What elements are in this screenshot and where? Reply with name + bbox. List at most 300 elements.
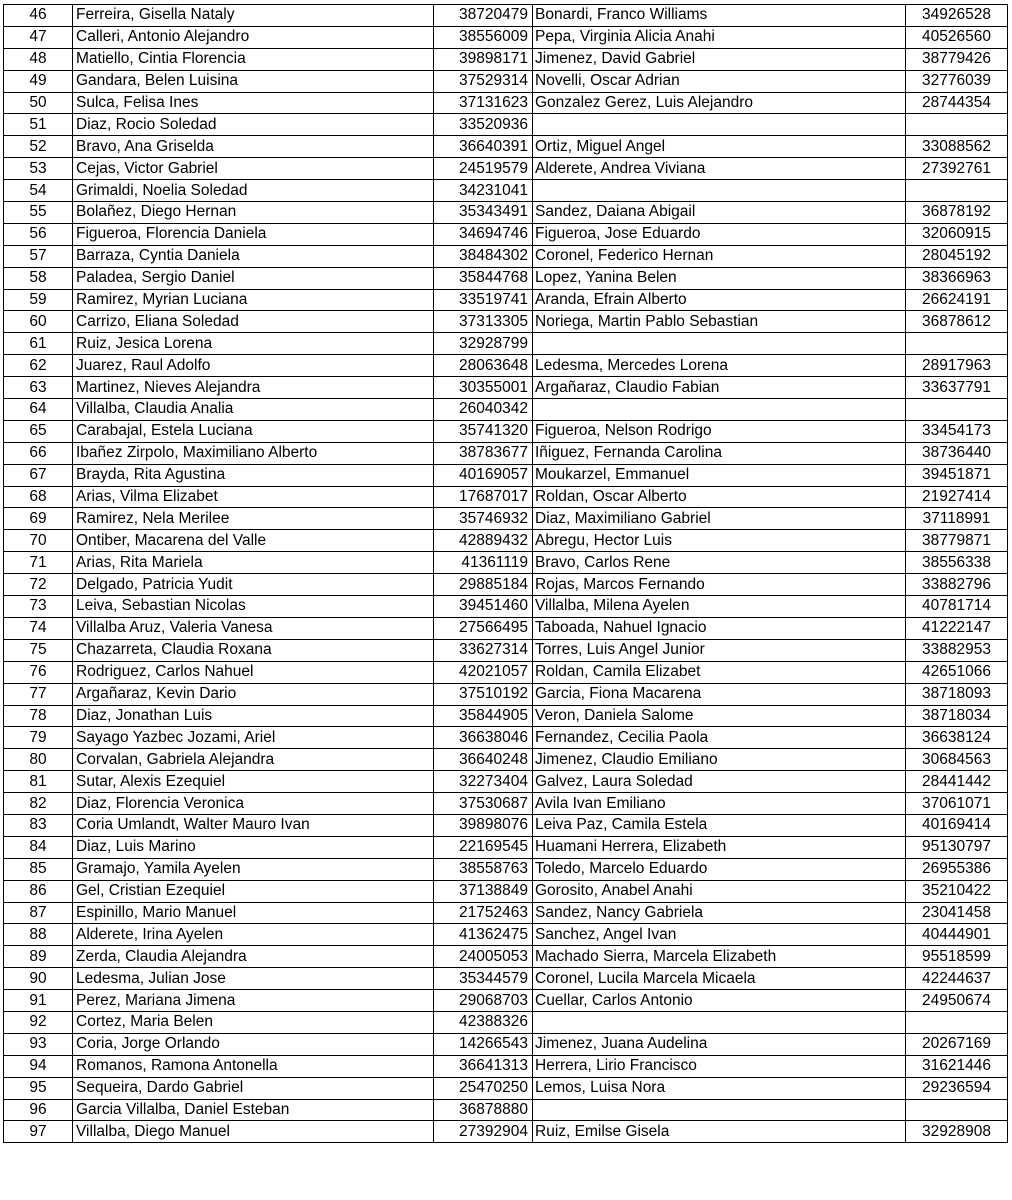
partner-name-cell: Figueroa, Jose Eduardo <box>533 223 906 245</box>
row-number-cell: 96 <box>4 1099 73 1121</box>
partner-id-cell: 42244637 <box>906 968 1008 990</box>
table-row <box>4 26 1008 48</box>
partner-id-cell: 38366963 <box>906 267 1008 289</box>
partner-name-cell: Iñiguez, Fernanda Carolina <box>533 442 906 464</box>
table-row <box>4 136 1008 158</box>
partner-name-cell <box>533 333 906 355</box>
partner-name-cell: Lopez, Yanina Belen <box>533 267 906 289</box>
partner-id-cell <box>906 180 1008 202</box>
person-name-cell: Sayago Yazbec Jozami, Ariel <box>73 727 434 749</box>
person-name-cell: Ontiber, Macarena del Valle <box>73 530 434 552</box>
table-row <box>4 574 1008 596</box>
person-id-cell: 40169057 <box>434 464 533 486</box>
row-number-cell: 87 <box>4 902 73 924</box>
person-name-cell: Romanos, Ramona Antonella <box>73 1055 434 1077</box>
person-id-cell: 42388326 <box>434 1011 533 1033</box>
partner-id-cell: 32060915 <box>906 223 1008 245</box>
partner-id-cell: 33637791 <box>906 377 1008 399</box>
person-id-cell: 41361119 <box>434 552 533 574</box>
row-number-cell: 62 <box>4 355 73 377</box>
partner-id-cell <box>906 399 1008 421</box>
table-row <box>4 158 1008 180</box>
partner-id-cell: 21927414 <box>906 486 1008 508</box>
person-id-cell: 24005053 <box>434 946 533 968</box>
row-number-cell: 58 <box>4 267 73 289</box>
partner-name-cell <box>533 180 906 202</box>
person-id-cell: 42021057 <box>434 661 533 683</box>
person-id-cell: 37138849 <box>434 880 533 902</box>
row-number-cell: 91 <box>4 990 73 1012</box>
person-name-cell: Coria Umlandt, Walter Mauro Ivan <box>73 814 434 836</box>
person-name-cell: Matiello, Cintia Florencia <box>73 48 434 70</box>
partner-id-cell: 32776039 <box>906 70 1008 92</box>
table-row <box>4 683 1008 705</box>
person-name-cell: Brayda, Rita Agustina <box>73 464 434 486</box>
partner-name-cell: Rojas, Marcos Fernando <box>533 574 906 596</box>
person-name-cell: Garcia Villalba, Daniel Esteban <box>73 1099 434 1121</box>
row-number-cell: 65 <box>4 420 73 442</box>
partner-name-cell <box>533 399 906 421</box>
table-row <box>4 92 1008 114</box>
person-name-cell: Ramirez, Nela Merilee <box>73 508 434 530</box>
row-number-cell: 76 <box>4 661 73 683</box>
partner-name-cell: Machado Sierra, Marcela Elizabeth <box>533 946 906 968</box>
person-id-cell: 35844768 <box>434 267 533 289</box>
partner-name-cell: Toledo, Marcelo Eduardo <box>533 858 906 880</box>
partner-id-cell <box>906 114 1008 136</box>
partner-id-cell: 37118991 <box>906 508 1008 530</box>
row-number-cell: 56 <box>4 223 73 245</box>
partner-name-cell: Avila Ivan Emiliano <box>533 793 906 815</box>
partner-id-cell: 37061071 <box>906 793 1008 815</box>
partner-name-cell: Coronel, Federico Hernan <box>533 245 906 267</box>
row-number-cell: 72 <box>4 574 73 596</box>
table-row <box>4 836 1008 858</box>
person-name-cell: Villalba Aruz, Valeria Vanesa <box>73 617 434 639</box>
row-number-cell: 63 <box>4 377 73 399</box>
partner-name-cell: Alderete, Andrea Viviana <box>533 158 906 180</box>
row-number-cell: 49 <box>4 70 73 92</box>
partner-name-cell: Galvez, Laura Soledad <box>533 771 906 793</box>
table-row <box>4 661 1008 683</box>
partner-name-cell: Fernandez, Cecilia Paola <box>533 727 906 749</box>
person-name-cell: Cejas, Victor Gabriel <box>73 158 434 180</box>
partner-name-cell: Bonardi, Franco Williams <box>533 5 906 27</box>
partner-id-cell: 35210422 <box>906 880 1008 902</box>
row-number-cell: 57 <box>4 245 73 267</box>
person-id-cell: 17687017 <box>434 486 533 508</box>
table-row <box>4 289 1008 311</box>
person-name-cell: Rodriguez, Carlos Nahuel <box>73 661 434 683</box>
person-name-cell: Calleri, Antonio Alejandro <box>73 26 434 48</box>
partner-id-cell: 36638124 <box>906 727 1008 749</box>
partner-id-cell: 34926528 <box>906 5 1008 27</box>
person-id-cell: 39451460 <box>434 596 533 618</box>
partner-name-cell: Garcia, Fiona Macarena <box>533 683 906 705</box>
partner-id-cell: 33882953 <box>906 639 1008 661</box>
person-name-cell: Barraza, Cyntia Daniela <box>73 245 434 267</box>
row-number-cell: 52 <box>4 136 73 158</box>
partner-id-cell: 38736440 <box>906 442 1008 464</box>
row-number-cell: 54 <box>4 180 73 202</box>
table-row <box>4 245 1008 267</box>
person-name-cell: Grimaldi, Noelia Soledad <box>73 180 434 202</box>
partner-name-cell: Gorosito, Anabel Anahi <box>533 880 906 902</box>
row-number-cell: 70 <box>4 530 73 552</box>
table-row <box>4 552 1008 574</box>
person-name-cell: Martinez, Nieves Alejandra <box>73 377 434 399</box>
table-row <box>4 530 1008 552</box>
person-id-cell: 38783677 <box>434 442 533 464</box>
partner-name-cell: Abregu, Hector Luis <box>533 530 906 552</box>
person-name-cell: Zerda, Claudia Alejandra <box>73 946 434 968</box>
table-row <box>4 70 1008 92</box>
person-name-cell: Diaz, Jonathan Luis <box>73 705 434 727</box>
partner-id-cell: 95130797 <box>906 836 1008 858</box>
partner-id-cell: 33882796 <box>906 574 1008 596</box>
partner-name-cell: Aranda, Efrain Alberto <box>533 289 906 311</box>
table-row <box>4 464 1008 486</box>
person-id-cell: 33519741 <box>434 289 533 311</box>
table-row <box>4 814 1008 836</box>
table-row <box>4 5 1008 27</box>
partner-name-cell: Cuellar, Carlos Antonio <box>533 990 906 1012</box>
table-row <box>4 333 1008 355</box>
table-row <box>4 749 1008 771</box>
person-name-cell: Ruiz, Jesica Lorena <box>73 333 434 355</box>
table-row <box>4 442 1008 464</box>
person-name-cell: Juarez, Raul Adolfo <box>73 355 434 377</box>
partner-name-cell: Ortiz, Miguel Angel <box>533 136 906 158</box>
partner-id-cell: 95518599 <box>906 946 1008 968</box>
table-row <box>4 508 1008 530</box>
person-id-cell: 27566495 <box>434 617 533 639</box>
person-id-cell: 21752463 <box>434 902 533 924</box>
person-id-cell: 32928799 <box>434 333 533 355</box>
partner-name-cell: Ruiz, Emilse Gisela <box>533 1121 906 1143</box>
partner-id-cell: 40526560 <box>906 26 1008 48</box>
person-name-cell: Alderete, Irina Ayelen <box>73 924 434 946</box>
table-row <box>4 1077 1008 1099</box>
partner-name-cell: Veron, Daniela Salome <box>533 705 906 727</box>
person-id-cell: 36878880 <box>434 1099 533 1121</box>
person-name-cell: Arias, Rita Mariela <box>73 552 434 574</box>
partner-name-cell: Ledesma, Mercedes Lorena <box>533 355 906 377</box>
person-name-cell: Diaz, Florencia Veronica <box>73 793 434 815</box>
partner-name-cell: Novelli, Oscar Adrian <box>533 70 906 92</box>
table-row <box>4 880 1008 902</box>
row-number-cell: 84 <box>4 836 73 858</box>
partner-name-cell: Gonzalez Gerez, Luis Alejandro <box>533 92 906 114</box>
partner-id-cell <box>906 1099 1008 1121</box>
row-number-cell: 90 <box>4 968 73 990</box>
person-id-cell: 29885184 <box>434 574 533 596</box>
table-row <box>4 924 1008 946</box>
row-number-cell: 93 <box>4 1033 73 1055</box>
roster-table <box>3 4 1008 1143</box>
partner-name-cell: Villalba, Milena Ayelen <box>533 596 906 618</box>
partner-name-cell: Taboada, Nahuel Ignacio <box>533 617 906 639</box>
person-name-cell: Gel, Cristian Ezequiel <box>73 880 434 902</box>
row-number-cell: 79 <box>4 727 73 749</box>
person-name-cell: Ibañez Zirpolo, Maximiliano Alberto <box>73 442 434 464</box>
person-name-cell: Gramajo, Yamila Ayelen <box>73 858 434 880</box>
table-row <box>4 202 1008 224</box>
partner-id-cell: 23041458 <box>906 902 1008 924</box>
partner-name-cell <box>533 114 906 136</box>
table-row <box>4 727 1008 749</box>
table-row <box>4 486 1008 508</box>
row-number-cell: 61 <box>4 333 73 355</box>
row-number-cell: 60 <box>4 311 73 333</box>
partner-id-cell: 39451871 <box>906 464 1008 486</box>
partner-id-cell: 36878192 <box>906 202 1008 224</box>
person-id-cell: 37510192 <box>434 683 533 705</box>
table-row <box>4 596 1008 618</box>
person-name-cell: Bolañez, Diego Hernan <box>73 202 434 224</box>
person-id-cell: 35741320 <box>434 420 533 442</box>
partner-name-cell: Sandez, Daiana Abigail <box>533 202 906 224</box>
table-row <box>4 420 1008 442</box>
table-row <box>4 793 1008 815</box>
partner-name-cell: Diaz, Maximiliano Gabriel <box>533 508 906 530</box>
person-name-cell: Sequeira, Dardo Gabriel <box>73 1077 434 1099</box>
partner-id-cell: 32928908 <box>906 1121 1008 1143</box>
row-number-cell: 74 <box>4 617 73 639</box>
row-number-cell: 71 <box>4 552 73 574</box>
partner-id-cell: 40444901 <box>906 924 1008 946</box>
row-number-cell: 59 <box>4 289 73 311</box>
person-name-cell: Villalba, Claudia Analia <box>73 399 434 421</box>
person-name-cell: Diaz, Rocio Soledad <box>73 114 434 136</box>
table-row <box>4 946 1008 968</box>
partner-name-cell: Roldan, Oscar Alberto <box>533 486 906 508</box>
person-id-cell: 36638046 <box>434 727 533 749</box>
person-id-cell: 38484302 <box>434 245 533 267</box>
person-name-cell: Diaz, Luis Marino <box>73 836 434 858</box>
partner-id-cell: 33088562 <box>906 136 1008 158</box>
person-id-cell: 37529314 <box>434 70 533 92</box>
roster-table-body <box>4 5 1008 1143</box>
row-number-cell: 47 <box>4 26 73 48</box>
person-name-cell: Delgado, Patricia Yudit <box>73 574 434 596</box>
table-row <box>4 377 1008 399</box>
partner-name-cell: Lemos, Luisa Nora <box>533 1077 906 1099</box>
partner-name-cell: Jimenez, Claudio Emiliano <box>533 749 906 771</box>
partner-id-cell: 42651066 <box>906 661 1008 683</box>
partner-name-cell: Torres, Luis Angel Junior <box>533 639 906 661</box>
person-id-cell: 24519579 <box>434 158 533 180</box>
person-id-cell: 30355001 <box>434 377 533 399</box>
person-name-cell: Paladea, Sergio Daniel <box>73 267 434 289</box>
person-name-cell: Gandara, Belen Luisina <box>73 70 434 92</box>
row-number-cell: 80 <box>4 749 73 771</box>
row-number-cell: 95 <box>4 1077 73 1099</box>
partner-id-cell: 27392761 <box>906 158 1008 180</box>
person-name-cell: Ledesma, Julian Jose <box>73 968 434 990</box>
partner-id-cell: 38718093 <box>906 683 1008 705</box>
row-number-cell: 68 <box>4 486 73 508</box>
row-number-cell: 82 <box>4 793 73 815</box>
partner-name-cell: Sanchez, Angel Ivan <box>533 924 906 946</box>
person-name-cell: Coria, Jorge Orlando <box>73 1033 434 1055</box>
table-row <box>4 858 1008 880</box>
row-number-cell: 64 <box>4 399 73 421</box>
partner-name-cell: Argañaraz, Claudio Fabian <box>533 377 906 399</box>
row-number-cell: 81 <box>4 771 73 793</box>
row-number-cell: 83 <box>4 814 73 836</box>
person-name-cell: Carabajal, Estela Luciana <box>73 420 434 442</box>
partner-id-cell: 20267169 <box>906 1033 1008 1055</box>
person-name-cell: Carrizo, Eliana Soledad <box>73 311 434 333</box>
person-id-cell: 39898076 <box>434 814 533 836</box>
partner-id-cell: 30684563 <box>906 749 1008 771</box>
row-number-cell: 46 <box>4 5 73 27</box>
row-number-cell: 73 <box>4 596 73 618</box>
partner-id-cell: 28045192 <box>906 245 1008 267</box>
person-id-cell: 34231041 <box>434 180 533 202</box>
row-number-cell: 78 <box>4 705 73 727</box>
partner-id-cell: 28744354 <box>906 92 1008 114</box>
partner-name-cell: Huamani Herrera, Elizabeth <box>533 836 906 858</box>
table-row <box>4 180 1008 202</box>
partner-id-cell: 33454173 <box>906 420 1008 442</box>
partner-id-cell <box>906 333 1008 355</box>
table-row <box>4 1099 1008 1121</box>
person-id-cell: 22169545 <box>434 836 533 858</box>
row-number-cell: 53 <box>4 158 73 180</box>
table-row <box>4 617 1008 639</box>
person-name-cell: Corvalan, Gabriela Alejandra <box>73 749 434 771</box>
row-number-cell: 94 <box>4 1055 73 1077</box>
person-id-cell: 28063648 <box>434 355 533 377</box>
partner-id-cell <box>906 1011 1008 1033</box>
person-id-cell: 32273404 <box>434 771 533 793</box>
row-number-cell: 89 <box>4 946 73 968</box>
partner-name-cell: Noriega, Martin Pablo Sebastian <box>533 311 906 333</box>
person-id-cell: 35343491 <box>434 202 533 224</box>
person-id-cell: 37313305 <box>434 311 533 333</box>
person-name-cell: Cortez, Maria Belen <box>73 1011 434 1033</box>
row-number-cell: 75 <box>4 639 73 661</box>
partner-name-cell: Leiva Paz, Camila Estela <box>533 814 906 836</box>
row-number-cell: 55 <box>4 202 73 224</box>
row-number-cell: 50 <box>4 92 73 114</box>
partner-name-cell: Figueroa, Nelson Rodrigo <box>533 420 906 442</box>
person-name-cell: Figueroa, Florencia Daniela <box>73 223 434 245</box>
person-name-cell: Sulca, Felisa Ines <box>73 92 434 114</box>
partner-id-cell: 28917963 <box>906 355 1008 377</box>
person-id-cell: 33627314 <box>434 639 533 661</box>
person-id-cell: 36640248 <box>434 749 533 771</box>
table-row <box>4 705 1008 727</box>
partner-name-cell: Jimenez, Juana Audelina <box>533 1033 906 1055</box>
table-row <box>4 399 1008 421</box>
person-id-cell: 38556009 <box>434 26 533 48</box>
person-name-cell: Ferreira, Gisella Nataly <box>73 5 434 27</box>
person-name-cell: Arias, Vilma Elizabet <box>73 486 434 508</box>
person-id-cell: 14266543 <box>434 1033 533 1055</box>
partner-name-cell <box>533 1011 906 1033</box>
person-id-cell: 39898171 <box>434 48 533 70</box>
partner-name-cell: Coronel, Lucila Marcela Micaela <box>533 968 906 990</box>
table-row <box>4 1033 1008 1055</box>
partner-name-cell: Moukarzel, Emmanuel <box>533 464 906 486</box>
partner-id-cell: 26955386 <box>906 858 1008 880</box>
partner-id-cell: 38779426 <box>906 48 1008 70</box>
partner-name-cell: Bravo, Carlos Rene <box>533 552 906 574</box>
partner-id-cell: 40169414 <box>906 814 1008 836</box>
table-row <box>4 114 1008 136</box>
person-id-cell: 35844905 <box>434 705 533 727</box>
person-name-cell: Chazarreta, Claudia Roxana <box>73 639 434 661</box>
row-number-cell: 77 <box>4 683 73 705</box>
partner-id-cell: 26624191 <box>906 289 1008 311</box>
person-id-cell: 36640391 <box>434 136 533 158</box>
person-id-cell: 35746932 <box>434 508 533 530</box>
table-row <box>4 267 1008 289</box>
partner-id-cell: 31621446 <box>906 1055 1008 1077</box>
table-row <box>4 48 1008 70</box>
table-row <box>4 1121 1008 1143</box>
partner-id-cell: 28441442 <box>906 771 1008 793</box>
partner-id-cell: 24950674 <box>906 990 1008 1012</box>
person-name-cell: Villalba, Diego Manuel <box>73 1121 434 1143</box>
table-row <box>4 968 1008 990</box>
person-name-cell: Leiva, Sebastian Nicolas <box>73 596 434 618</box>
person-id-cell: 27392904 <box>434 1121 533 1143</box>
person-name-cell: Ramirez, Myrian Luciana <box>73 289 434 311</box>
partner-id-cell: 40781714 <box>906 596 1008 618</box>
person-id-cell: 29068703 <box>434 990 533 1012</box>
row-number-cell: 48 <box>4 48 73 70</box>
person-name-cell: Perez, Mariana Jimena <box>73 990 434 1012</box>
table-row <box>4 902 1008 924</box>
table-row <box>4 311 1008 333</box>
table-row <box>4 990 1008 1012</box>
partner-id-cell: 38718034 <box>906 705 1008 727</box>
partner-name-cell: Sandez, Nancy Gabriela <box>533 902 906 924</box>
partner-id-cell: 36878612 <box>906 311 1008 333</box>
person-id-cell: 34694746 <box>434 223 533 245</box>
person-id-cell: 37131623 <box>434 92 533 114</box>
person-id-cell: 38720479 <box>434 5 533 27</box>
partner-name-cell <box>533 1099 906 1121</box>
person-name-cell: Argañaraz, Kevin Dario <box>73 683 434 705</box>
person-id-cell: 33520936 <box>434 114 533 136</box>
row-number-cell: 85 <box>4 858 73 880</box>
row-number-cell: 69 <box>4 508 73 530</box>
person-id-cell: 25470250 <box>434 1077 533 1099</box>
row-number-cell: 86 <box>4 880 73 902</box>
table-row <box>4 1011 1008 1033</box>
person-id-cell: 36641313 <box>434 1055 533 1077</box>
person-id-cell: 26040342 <box>434 399 533 421</box>
table-row <box>4 223 1008 245</box>
row-number-cell: 88 <box>4 924 73 946</box>
person-id-cell: 38558763 <box>434 858 533 880</box>
table-row <box>4 639 1008 661</box>
partner-name-cell: Herrera, Lirio Francisco <box>533 1055 906 1077</box>
person-name-cell: Espinillo, Mario Manuel <box>73 902 434 924</box>
person-name-cell: Bravo, Ana Griselda <box>73 136 434 158</box>
partner-id-cell: 29236594 <box>906 1077 1008 1099</box>
row-number-cell: 66 <box>4 442 73 464</box>
table-row <box>4 771 1008 793</box>
partner-id-cell: 38556338 <box>906 552 1008 574</box>
partner-id-cell: 38779871 <box>906 530 1008 552</box>
person-id-cell: 35344579 <box>434 968 533 990</box>
